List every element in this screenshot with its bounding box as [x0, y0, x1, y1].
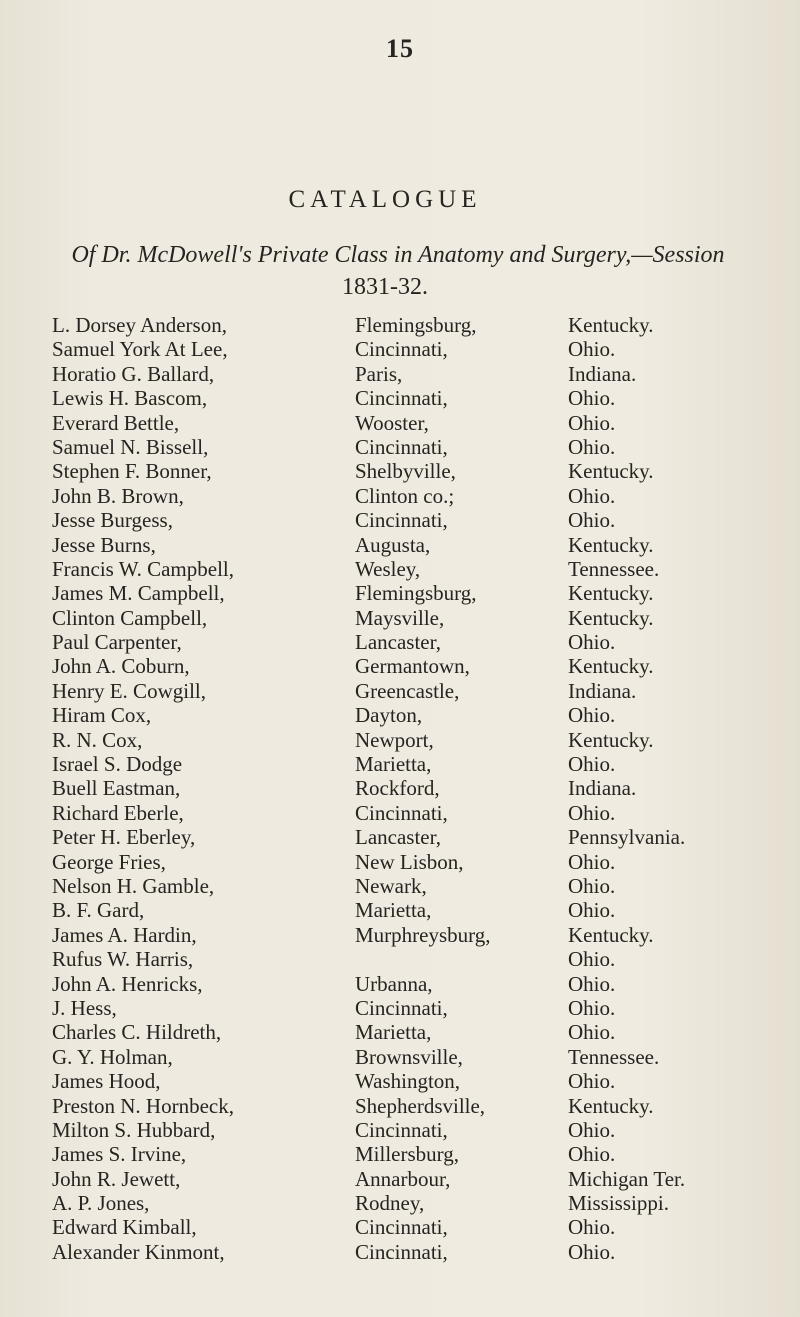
- catalogue-heading: CATALOGUE: [288, 186, 482, 213]
- student-entry: [52, 1167, 792, 1191]
- student-town: Shelbyville,: [355, 459, 456, 484]
- student-state: Indiana.: [568, 361, 637, 386]
- student-name: Clinton Campbell,: [52, 605, 208, 630]
- student-town: Paris,: [355, 361, 403, 386]
- student-state: Ohio.: [568, 1239, 616, 1264]
- student-state: Ohio.: [568, 995, 616, 1020]
- student-entry: [52, 386, 792, 410]
- student-name: John A. Henricks,: [52, 971, 203, 996]
- student-name: Jesse Burns,: [52, 532, 156, 557]
- student-name: James A. Hardin,: [52, 922, 197, 947]
- student-name: Alexander Kinmont,: [52, 1239, 225, 1264]
- student-state: Ohio.: [568, 1069, 616, 1094]
- student-name: Charles C. Hildreth,: [52, 1020, 222, 1045]
- student-town: Cincinnati,: [355, 337, 448, 362]
- student-entry: [52, 728, 792, 752]
- student-town: Wesley,: [355, 556, 421, 581]
- student-entry: [52, 557, 792, 581]
- student-state: Kentucky.: [568, 313, 654, 337]
- student-entry: [52, 654, 792, 678]
- student-name: Horatio G. Ballard,: [52, 361, 215, 386]
- student-town: Greencastle,: [355, 678, 460, 703]
- student-town: Cincinnati,: [355, 1215, 448, 1240]
- student-state: Ohio.: [568, 1117, 616, 1142]
- student-town: Cincinnati,: [355, 800, 448, 825]
- student-town: Newport,: [355, 727, 434, 752]
- student-state: Ohio.: [568, 1020, 616, 1045]
- student-town: Cincinnati,: [355, 508, 448, 533]
- student-entry: [52, 996, 792, 1020]
- student-town: Marietta,: [355, 1020, 432, 1045]
- student-entry: [52, 337, 792, 361]
- student-state: Ohio.: [568, 873, 616, 898]
- student-name: Nelson H. Gamble,: [52, 873, 215, 898]
- student-name: Milton S. Hubbard,: [52, 1117, 216, 1142]
- student-entry: [52, 703, 792, 727]
- student-town: Washington,: [355, 1069, 461, 1094]
- student-entry: [52, 679, 792, 703]
- student-name: G. Y. Holman,: [52, 1044, 173, 1069]
- student-state: Tennessee.: [568, 1044, 660, 1069]
- student-town: Rockford,: [355, 776, 440, 801]
- student-state: Ohio.: [568, 703, 616, 728]
- student-state: Indiana.: [568, 678, 637, 703]
- student-entry: [52, 1118, 792, 1142]
- student-town: Annarbour,: [355, 1166, 451, 1191]
- student-entry: [52, 606, 792, 630]
- student-name: Edward Kimball,: [52, 1215, 197, 1240]
- student-town: Urbanna,: [355, 971, 433, 996]
- student-name: James Hood,: [52, 1069, 161, 1094]
- student-entry: [52, 1240, 792, 1264]
- student-entry: [52, 752, 792, 776]
- student-name: Stephen F. Bonner,: [52, 459, 212, 484]
- student-name: Israel S. Dodge: [52, 752, 183, 777]
- student-name: R. N. Cox,: [52, 727, 143, 752]
- student-name: Lewis H. Bascom,: [52, 386, 208, 411]
- student-entry: [52, 1215, 792, 1239]
- student-entry: [52, 435, 792, 459]
- student-town: Marietta,: [355, 752, 432, 777]
- student-entry: [52, 630, 792, 654]
- student-entry: [52, 411, 792, 435]
- student-state: Kentucky.: [568, 459, 654, 484]
- student-town: Flemingsburg,: [355, 313, 477, 337]
- student-town: Rodney,: [355, 1191, 425, 1216]
- student-town: Murphreysburg,: [355, 922, 491, 947]
- student-state: Pennsylvania.: [568, 825, 686, 850]
- student-entry: [52, 1069, 792, 1093]
- student-entry: [52, 1142, 792, 1166]
- student-town: Lancaster,: [355, 825, 442, 850]
- student-town: Newark,: [355, 873, 427, 898]
- student-state: Ohio.: [568, 410, 616, 435]
- session-years: 1831-32.: [342, 274, 428, 300]
- student-town: Millersburg,: [355, 1142, 460, 1167]
- student-town: Augusta,: [355, 532, 431, 557]
- student-name: Buell Eastman,: [52, 776, 181, 801]
- student-name: Richard Eberle,: [52, 800, 184, 825]
- student-state: Ohio.: [568, 630, 616, 655]
- student-state: Ohio.: [568, 434, 616, 459]
- student-entry: [52, 459, 792, 483]
- student-state: Ohio.: [568, 752, 616, 777]
- student-town: New Lisbon,: [355, 849, 464, 874]
- student-town: Flemingsburg,: [355, 581, 477, 606]
- page-number: 15: [386, 34, 414, 63]
- student-entry: [52, 533, 792, 557]
- student-entry: [52, 313, 792, 337]
- student-town: Shepherdsville,: [355, 1093, 486, 1118]
- student-town: Dayton,: [355, 703, 423, 728]
- student-entry: [52, 362, 792, 386]
- student-entry: [52, 1191, 792, 1215]
- student-state: Ohio.: [568, 337, 616, 362]
- student-town: Cincinnati,: [355, 1117, 448, 1142]
- student-state: Kentucky.: [568, 605, 654, 630]
- student-name: Hiram Cox,: [52, 703, 152, 728]
- student-name: Everard Bettle,: [52, 410, 180, 435]
- student-name: James M. Campbell,: [52, 581, 225, 606]
- student-town: Wooster,: [355, 410, 429, 435]
- catalogue-subtitle: Of Dr. McDowell's Private Class in Anatomy and Surgery,—Session: [71, 242, 725, 268]
- student-state: Tennessee.: [568, 556, 660, 581]
- student-entry: [52, 508, 792, 532]
- student-name: A. P. Jones,: [52, 1191, 150, 1216]
- student-town: Marietta,: [355, 898, 432, 923]
- student-entry: [52, 776, 792, 800]
- student-name: L. Dorsey Anderson,: [52, 313, 227, 337]
- student-town: Maysville,: [355, 605, 445, 630]
- student-name: John R. Jewett,: [52, 1166, 181, 1191]
- student-name: George Fries,: [52, 849, 166, 874]
- student-state: Ohio.: [568, 898, 616, 923]
- student-town: Germantown,: [355, 654, 470, 679]
- student-name: Francis W. Campbell,: [52, 556, 234, 581]
- student-town: Clinton co.;: [355, 483, 455, 508]
- student-state: Kentucky.: [568, 727, 654, 752]
- student-state: Kentucky.: [568, 1093, 654, 1118]
- student-town: Cincinnati,: [355, 386, 448, 411]
- student-entry: [52, 850, 792, 874]
- student-state: Ohio.: [568, 800, 616, 825]
- student-name: J. Hess,: [52, 995, 117, 1020]
- student-town: Cincinnati,: [355, 1239, 448, 1264]
- student-name: Henry E. Cowgill,: [52, 678, 206, 703]
- student-state: Ohio.: [568, 483, 616, 508]
- student-entry: [52, 801, 792, 825]
- student-state: Ohio.: [568, 1142, 616, 1167]
- student-state: Ohio.: [568, 508, 616, 533]
- student-entry: [52, 874, 792, 898]
- student-entry: [52, 581, 792, 605]
- student-entry: [52, 923, 792, 947]
- student-entry: [52, 1020, 792, 1044]
- student-name: Paul Carpenter,: [52, 630, 182, 655]
- student-name: John B. Brown,: [52, 483, 184, 508]
- student-entry: [52, 825, 792, 849]
- student-state: Kentucky.: [568, 532, 654, 557]
- student-state: Michigan Ter.: [568, 1166, 686, 1191]
- student-town: Lancaster,: [355, 630, 442, 655]
- student-entry: [52, 1094, 792, 1118]
- student-state: Ohio.: [568, 386, 616, 411]
- student-state: Kentucky.: [568, 581, 654, 606]
- student-entry: [52, 947, 792, 971]
- student-entry: [52, 972, 792, 996]
- student-state: Kentucky.: [568, 654, 654, 679]
- student-entry: [52, 484, 792, 508]
- student-town: Brownsville,: [355, 1044, 463, 1069]
- student-name: Rufus W. Harris,: [52, 947, 194, 972]
- student-name: James S. Irvine,: [52, 1142, 187, 1167]
- student-state: Ohio.: [568, 971, 616, 996]
- student-state: Ohio.: [568, 849, 616, 874]
- student-state: Kentucky.: [568, 922, 654, 947]
- student-name: B. F. Gard,: [52, 898, 145, 923]
- student-state: Indiana.: [568, 776, 637, 801]
- student-name: Jesse Burgess,: [52, 508, 173, 533]
- student-roster: [52, 313, 792, 1264]
- student-state: Ohio.: [568, 947, 616, 972]
- student-entry: [52, 898, 792, 922]
- student-state: Ohio.: [568, 1215, 616, 1240]
- student-state: Mississippi.: [568, 1191, 669, 1216]
- student-name: Peter H. Eberley,: [52, 825, 196, 850]
- student-town: Cincinnati,: [355, 995, 448, 1020]
- student-entry: [52, 1045, 792, 1069]
- student-name: Preston N. Hornbeck,: [52, 1093, 234, 1118]
- student-name: Samuel N. Bissell,: [52, 434, 209, 459]
- student-name: Samuel York At Lee,: [52, 337, 228, 362]
- student-town: Cincinnati,: [355, 434, 448, 459]
- student-name: John A. Coburn,: [52, 654, 190, 679]
